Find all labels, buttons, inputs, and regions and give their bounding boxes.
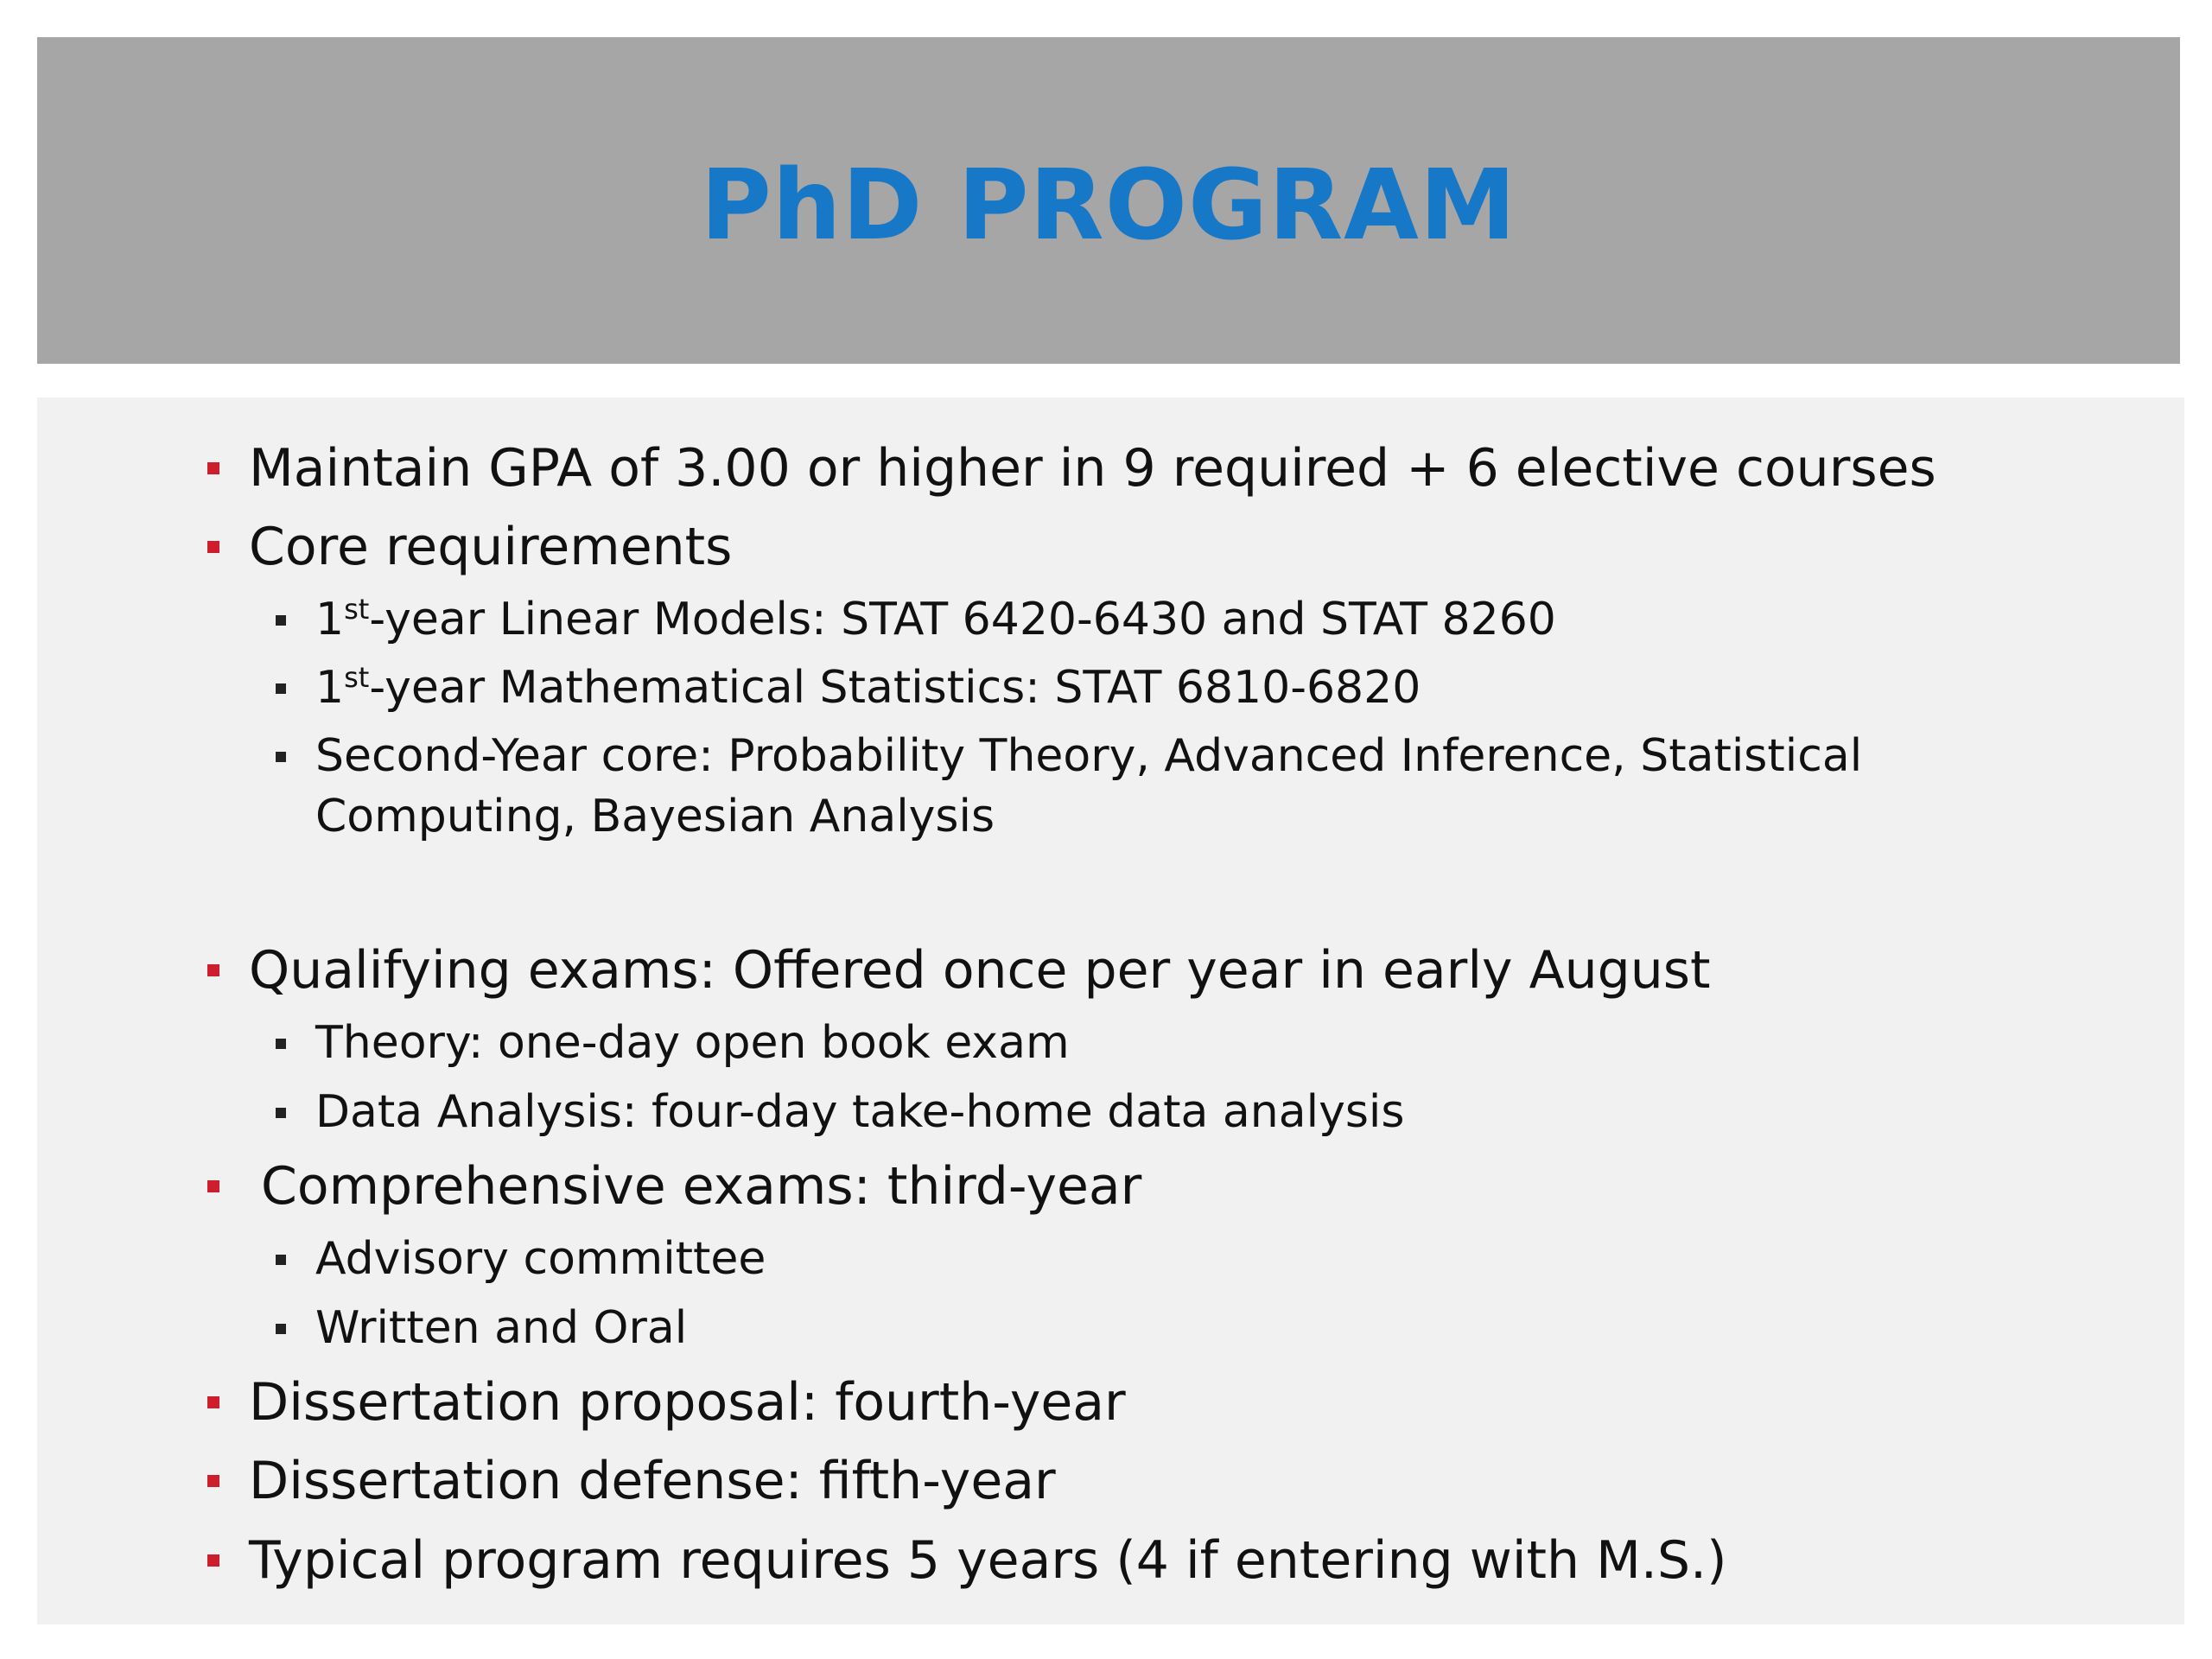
sub-bullet-linear-models [315,589,1556,655]
bullet-qualifying [249,940,1711,1001]
bullet-text: Written and Oral [315,1302,688,1354]
red-square-bullet-icon [207,1554,219,1567]
bullet-text: Dissertation defense: fifth-year [249,1451,1056,1511]
bullet-text-rest: -year Mathematical Statistics: STAT 6810-6820 [369,662,1421,714]
sub-bullet-math-stats [315,658,1421,723]
sub-bullet-written-oral [315,1298,687,1358]
title-bar [37,37,2180,364]
bullet-text: Second-Year core: Probability Theory, Advanced Inference, Statistical Computing, Bayesian Analysis [315,730,1863,842]
sub-bullet-theory [315,1013,1070,1073]
red-square-bullet-icon [207,462,219,474]
bullet-core [249,517,732,577]
square-bullet-icon [276,1255,286,1265]
slide-title: PhD PROGRAM [700,149,1517,262]
square-bullet-icon [276,752,286,762]
square-bullet-icon [276,1108,286,1118]
bullet-text-rest: -year Linear Models: STAT 6420-6430 and STAT 8260 [369,594,1556,645]
bullet-text: Typical program requires 5 years (4 if entering with M.S.) [249,1530,1727,1591]
sub-bullet-advisory [315,1229,766,1289]
bullet-text [315,662,1421,714]
red-square-bullet-icon [207,964,219,976]
content-area [37,397,2184,1624]
bullet-text: Qualifying exams: Offered once per year in early August [249,940,1711,1001]
ordinal-suffix: st [344,593,370,626]
red-square-bullet-icon [207,541,219,553]
ordinal-suffix: st [344,661,370,694]
square-bullet-icon [276,1039,286,1049]
square-bullet-icon [276,1324,286,1334]
bullet-text: Theory: one-day open book exam [315,1017,1070,1069]
bullet-list [37,397,2184,1624]
square-bullet-icon [276,683,286,694]
bullet-gpa [249,438,1936,499]
bullet-text: Advisory committee [315,1233,766,1285]
square-bullet-icon [276,615,286,626]
sub-bullet-second-year [315,726,2000,847]
bullet-proposal [249,1372,1126,1433]
bullet-text: Data Analysis: four-day take-home data analysis [315,1086,1405,1138]
sub-bullet-data-analysis [315,1082,1404,1142]
bullet-text: Comprehensive exams: third-year [261,1156,1142,1217]
bullet-text: Maintain GPA of 3.00 or higher in 9 required + 6 elective courses [249,438,1936,499]
red-square-bullet-icon [207,1396,219,1408]
bullet-comprehensive [249,1156,1141,1217]
ordinal-number: 1 [315,594,345,645]
red-square-bullet-icon [207,1180,219,1192]
bullet-text [315,594,1556,645]
bullet-text: Core requirements [249,517,733,577]
red-square-bullet-icon [207,1475,219,1487]
bullet-text: Dissertation proposal: fourth-year [249,1372,1126,1433]
ordinal-number: 1 [315,662,345,714]
bullet-defense [249,1451,1056,1511]
bullet-typical [249,1530,1727,1591]
